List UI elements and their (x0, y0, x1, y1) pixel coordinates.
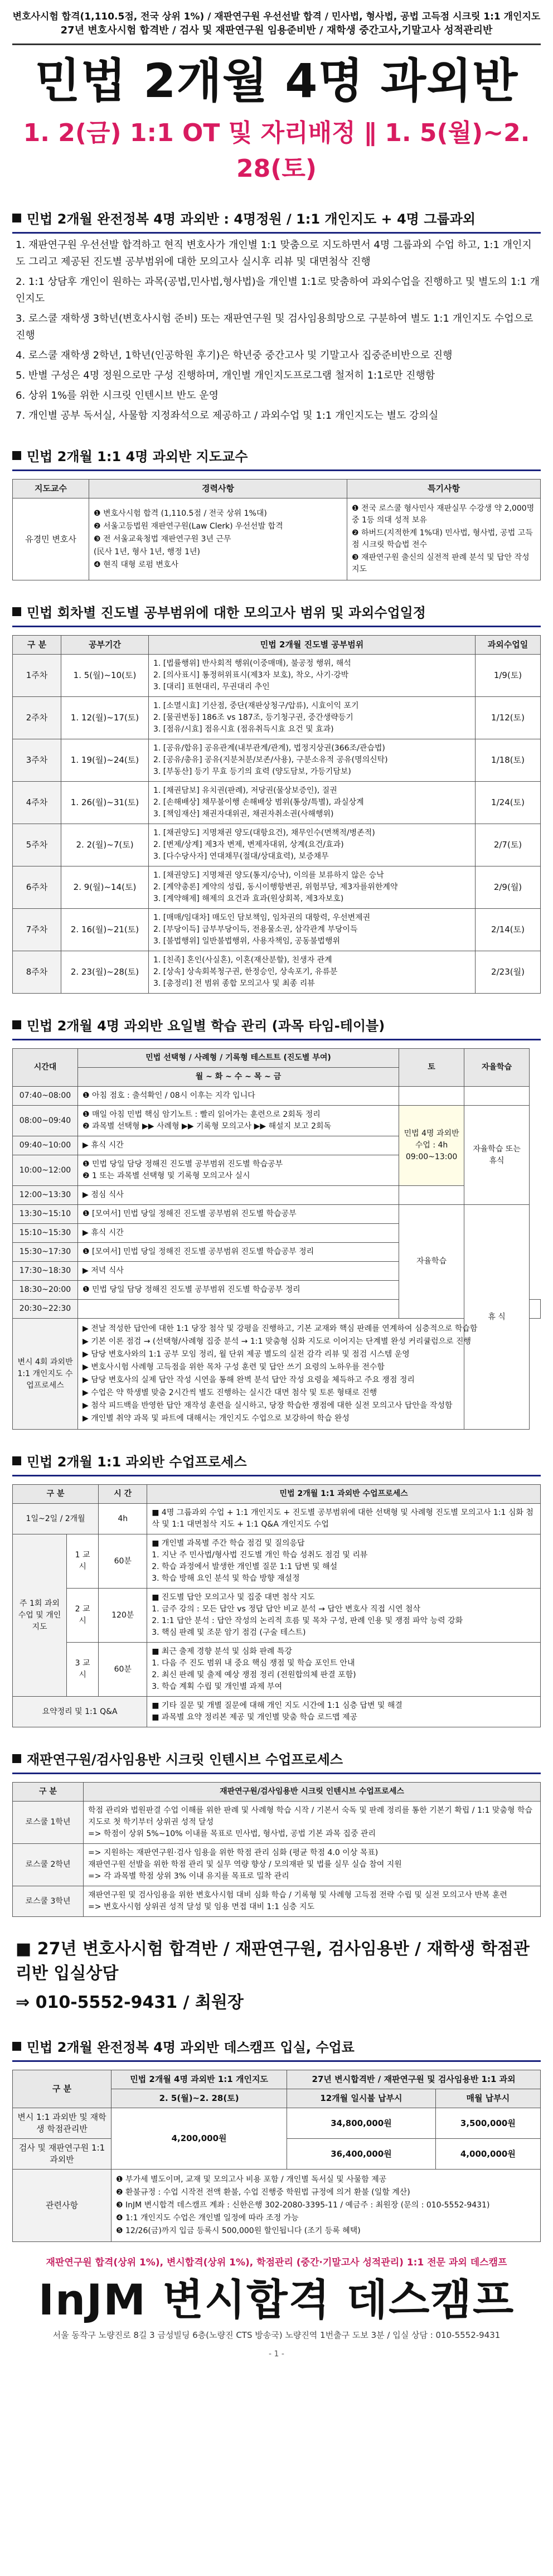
table-row (13, 1504, 541, 1534)
footer-address: 서울 동작구 노량진로 8길 3 금성빌딩 6층(노량진 CTS 방송국) 노량진역 1번출구 도보 3분 / 입실 상담 : 010-5552-9431 (52, 2330, 501, 2340)
special-item: ❸ 재판연구원 출신의 실전적 판례 분석 및 답안 작성 지도 (352, 553, 530, 574)
content-cell: ❶ 매일 아침 민법 핵심 암기노트 : 빨리 읽어가는 훈련으로 2회독 정리 ❷ 과목별 선택형 ▶▶ 사례형 ▶▶ 기록형 모의고사 ▶▶ 해설지 보고 2회독 (78, 1106, 399, 1136)
table-row (13, 1697, 541, 1727)
content-cell: ▶ 저녁 식사 (78, 1262, 399, 1281)
date-cell: 2/7(토) (476, 824, 541, 866)
date-cell: 1/12(토) (476, 697, 541, 739)
square-bullet-icon (12, 607, 21, 616)
time-cell: 07:40~08:00 (13, 1087, 78, 1106)
date-cell: 2/9(월) (476, 866, 541, 909)
content-cell: ■ 개인별 과목별 주간 학습 점검 및 질의응답 1. 지난 주 민사법/형사법 진도별 개인 학습 성취도 점검 및 리뷰 2. 학습 과정에서 발생한 개인별 질문 1:1 답변 및 해설 3. 학습 방해 요인 분석 및 학습 방향 재설정 (147, 1534, 541, 1589)
col-header: 민법 2개월 4명 과외반 1:1 개인지도 (111, 2070, 287, 2089)
round-cell: 7주차 (13, 909, 61, 951)
section5-title: 민법 2개월 1:1 과외반 수업프로세스 (27, 1454, 247, 1470)
header-line2: 27년 변호사시험 합격반 / 검사 및 재판연구원 임용준비반 / 재학생 중간고사,기말고사 성적관리반 (60, 25, 493, 36)
col-header: 토 (399, 1049, 464, 1087)
section4-title: 민법 2개월 4명 과외반 요일별 학습 관리 (과목 타임-테이블) (27, 1018, 385, 1034)
note-item: ❸ InJM 변시합격 데스캠프 계좌 : 신한은행 302-2080-3395-11 / 예금주 : 최원장 (문의 : 010-5552-9431) (116, 2201, 490, 2210)
table-row (13, 1106, 541, 1136)
sub-header: 2. 5(월)~2. 28(토) (111, 2089, 287, 2108)
section7-heading (12, 2032, 541, 2062)
scope-cell: 1. [채권담보] 유치권(판례), 저당권(물상보증인), 질권 2. [손해배상] 채무불이행 손해배상 범위(통상/특별), 과실상계 3. [책임재산] 채권자대위권, 채권자취소권(사해행위) (149, 782, 476, 824)
round-cell: 3주차 (13, 739, 61, 782)
col-header: 시간대 (13, 1049, 78, 1087)
table-row (13, 1319, 541, 1430)
section2-title: 민법 2개월 1:1 4명 과외반 지도교수 (27, 449, 248, 464)
time-cell: 17:30~18:30 (13, 1262, 78, 1281)
process-table (12, 1484, 541, 1727)
col-header: 민법 선택형 / 사례형 / 기록형 테스트트 (진도별 부여) (78, 1049, 399, 1068)
section1-paragraphs (12, 237, 541, 424)
fee-monthly: 4,000,000원 (435, 2139, 540, 2170)
table-row (13, 1802, 541, 1844)
title-band (12, 52, 541, 187)
period-cell: 1. 12(월)~17(토) (61, 697, 149, 739)
fee-row-label: 변시 1:1 과외반 및 재학생 학점관리반 (13, 2108, 111, 2139)
content-cell: 재판연구원 및 검사임용을 위한 변호사시험 대비 심화 학습 / 기록형 및 사례형 고득점 전략 수립 및 실전 모의고사 반복 훈련 => 변호사시험 상위권 성적 달성 및 임용 면접 대비 1:1 심층 지도 (84, 1886, 541, 1917)
sat-cell (399, 1186, 464, 1205)
fee-notes (111, 2170, 541, 2242)
note-item: ❺ 12/26(금)까지 입금 등록시 500,000원 할인됩니다 (조기 등록 혜택) (116, 2226, 361, 2235)
fee-yearly: 36,400,000원 (287, 2139, 436, 2170)
timetable (12, 1048, 541, 1430)
note-item: ❹ 1:1 개인지도 수업은 개인별 일정에 따라 조정 가능 (116, 2214, 299, 2222)
square-bullet-icon (12, 1020, 21, 1029)
table-row (13, 1643, 541, 1697)
process-item: ▶ 변호사시험 사례형 고득점을 위한 목차 구성 훈련 및 답안 쓰기 요령의 노하우를 전수함 (83, 1363, 385, 1372)
col-header: 월 ~ 화 ~ 수 ~ 목 ~ 금 (78, 1068, 399, 1087)
process-label: 변시 4회 과외반 1:1 개인지도 수업프로세스 (13, 1319, 78, 1430)
time-cell: 4h (99, 1504, 147, 1534)
content-cell (78, 1300, 399, 1319)
paragraph: 1. 재판연구원 우선선발 합격하고 현직 변호사가 개인별 1:1 맞춤으로 지도하면서 4명 그룹과외 수업 하고, 1:1 개인지도 그리고 제공된 진도별 공부범위에 대한 모의고사 실시후 리뷰 및 대면첨삭 진행 (16, 239, 532, 268)
scope-cell: 1. [친족] 혼인(사실혼), 이혼(재산분할), 친생자 관계 2. [상속] 상속회복청구권, 한정승인, 상속포기, 유류분 3. [총정리] 전 범위 종합 모의고사 및 최종 리뷰 (149, 951, 476, 994)
time-cell: 12:00~13:30 (13, 1186, 78, 1205)
col-header: 구 분 (13, 2070, 111, 2108)
square-bullet-icon (12, 2042, 21, 2051)
process-item: ▶ 수업은 약 학생별 맞춤 2시간씩 별도 진행하는 실시간 대면 첨삭 및 토론 형태로 진행 (83, 1388, 377, 1397)
section5-heading (12, 1446, 541, 1476)
special-item: ❷ 하버드(지적한계 1%대) 민사법, 형사법, 공법 고득점 시크릿 학습법 전수 (352, 529, 533, 549)
special-list (347, 498, 541, 580)
table-row (13, 1205, 541, 1224)
period-cell: 1. 5(월)~10(토) (61, 655, 149, 697)
date-line: 1. 2(금) 1:1 OT 및 자리배정 ∥ 1. 5(월)~2. 28(토) (23, 119, 530, 183)
round-cell: 4주차 (13, 782, 61, 824)
content-cell: ❶ 민법 당일 담당 정해진 진도별 공부범위 진도별 학습공부 ❷ 1 또는 과목별 선택형 및 기록형 모의고사 실시 (78, 1155, 399, 1186)
section4-heading (12, 1010, 541, 1040)
section2-heading (12, 441, 541, 471)
main-title: 민법 2개월 4명 과외반 (35, 54, 518, 108)
fee-yearly: 34,800,000원 (287, 2108, 436, 2139)
content-cell: => 지원하는 재판연구원·검사 임용을 위한 학점 관리 심화 (평균 학점 4.0 이상 목표) 재판연구원 선발을 위한 학점 관리 및 실무 역량 향상 / 모의재판 및 법률 실무 실습 참여 지원 => 각 과목별 학점 상위 3% 이내 유지를 목표로 밀착 관리 (84, 1844, 541, 1886)
contact-phone[interactable]: ⇒ 010-5552-9431 / 최원장 (16, 1993, 244, 2012)
table-row (13, 1589, 541, 1643)
table-row (13, 1534, 541, 1589)
date-cell: 1/18(토) (476, 739, 541, 782)
square-bullet-icon (12, 214, 21, 222)
content-cell: ▶ 휴식 시간 (78, 1224, 399, 1243)
time-cell: 18:30~20:00 (13, 1281, 78, 1300)
note-item: ❶ 부가세 별도이며, 교재 및 모의고사 비용 포함 / 개인별 독서실 및 사물함 제공 (116, 2175, 387, 2184)
career-item: ❶ 변호사시험 합격 (1,110.5점 / 전국 상위 1%대) (94, 509, 267, 518)
round-cell: 8주차 (13, 951, 61, 994)
table-row (13, 739, 541, 782)
scope-cell: 1. [공유/합유] 공유관계(내부관계/관계), 법정지상권(366조/관습법) 2. [공유/총유] 공유(지분처분/보존/사용), 구분소유적 공유(명의신탁) 3. [부동산] 등기 무효 등기의 효력 (양도담보, 가등기담보) (149, 739, 476, 782)
career-item: ❹ 현직 대형 로펌 변호사 (94, 560, 179, 569)
year-cell: 로스쿨 3학년 (13, 1886, 84, 1917)
paragraph: 6. 상위 1%를 위한 시크릿 인텐시브 반도 운영 (16, 390, 219, 401)
date-cell: 1/24(토) (476, 782, 541, 824)
round-cell: 2주차 (13, 697, 61, 739)
scope-cell: 1. [법률행위] 반사회적 행위(이중매매), 불공정 행위, 해석 2. [의사표시] 통정허위표시(제3자 보호), 착오, 사기·강박 3. [대리] 표현대리, 무권대리 추인 (149, 655, 476, 697)
fee-2month: 4,200,000원 (111, 2108, 287, 2170)
col-header: 경력사항 (89, 480, 347, 498)
table-row (13, 1844, 541, 1886)
col-header: 재판연구원/검사임용반 시크릿 인텐시브 수업프로세스 (84, 1783, 541, 1802)
time-cell: 15:10~15:30 (13, 1224, 78, 1243)
note-item: ❷ 환불규정 : 수업 시작전 전액 환불, 수업 진행중 학원법 규정에 의거 환불 (일할 계산) (116, 2188, 410, 2197)
process-item: ▶ 담당 변호사와의 1:1 공부 모임 정리, 월 단위 제공 별도의 실전 감각 리뷰 및 점검 시스템 운영 (83, 1350, 410, 1359)
year-cell: 로스쿨 1학년 (13, 1802, 84, 1844)
contact-line1: ■ 27년 변호사시험 합격반 / 재판연구원, 검사임용반 / 재학생 학점관리반 입실상담 (16, 1939, 530, 1983)
scope-cell: 1. [채권양도] 지명채권 양도(대항요건), 채무인수(면책적/병존적) 2. [변제/상계] 제3자 변제, 변제자대위, 상계(요건/효과) 3. [다수당사자] 연대채무(절대/상대효력), 보증채무 (149, 824, 476, 866)
process-item: ▶ 첨삭 피드백을 반영한 답안 재작성 훈련을 실시하고, 당장 학습한 쟁점에 대한 실전 모의고사 답안을 작성함 (83, 1401, 453, 1410)
fee-monthly: 3,500,000원 (435, 2108, 540, 2139)
fee-row-label: 검사 및 재판연구원 1:1 과외반 (13, 2139, 111, 2170)
col-header: 27년 변시합격반 / 재판연구원 및 검사임용반 1:1 과외 (287, 2070, 541, 2089)
section7-title: 민법 2개월 완전정복 4명 과외반 데스캠프 입실, 수업료 (27, 2040, 355, 2055)
notes-label: 관련사항 (13, 2170, 111, 2242)
instructor-table (12, 479, 541, 580)
scope-cell: 1. [매매/임대차] 매도인 담보책임, 임차권의 대항력, 우선변제권 2. [부당이득] 급부부당이득, 전용물소권, 삼각관계 부당이득 3. [불법행위] 일반불법행위, 사용자책임, 공동불법행위 (149, 909, 476, 951)
content-cell: ▶ 점심 식사 (78, 1186, 399, 1205)
page-number: - 1 - (269, 2350, 284, 2359)
table-row (13, 909, 541, 951)
sat-self-study: 자율학습 (399, 1205, 464, 1319)
fee-table (12, 2070, 541, 2242)
content-cell: ▶ 휴식 시간 (78, 1136, 399, 1155)
sub-cell: 3 교시 (67, 1643, 99, 1697)
table-row (13, 697, 541, 739)
square-bullet-icon (12, 451, 21, 460)
intensive-table (12, 1782, 541, 1917)
sub-cell: 2 교시 (67, 1589, 99, 1643)
col-header: 민법 2개월 1:1 과외반 수업프로세스 (147, 1485, 541, 1504)
time-cell: 09:40~10:00 (13, 1136, 78, 1155)
sun-cell (464, 1087, 530, 1106)
content-cell: ❶ [모여서] 민법 당일 정해진 진도별 공부범위 진도별 학습공부 정리 (78, 1243, 399, 1262)
round-cell: 6주차 (13, 866, 61, 909)
section1-heading (12, 204, 541, 234)
period-cell: 1. 19(월)~24(토) (61, 739, 149, 782)
group-cell: 요약정리 및 1:1 Q&A (13, 1697, 147, 1727)
table-row (13, 655, 541, 697)
footer-tagline: 재판연구원 합격(상위 1%), 변시합격(상위 1%), 학점관리 (중간·기말고사 성적관리) 1:1 전문 과외 데스캠프 (46, 2257, 507, 2268)
table-row (13, 782, 541, 824)
date-cell: 1/9(토) (476, 655, 541, 697)
header-line1: 변호사시험 합격(1,110.5점, 전국 상위 1%) / 재판연구원 우선선발 합격 / 민사법, 형사법, 공법 고득점 시크릿 1:1 개인지도 (12, 11, 541, 22)
col-header: 구 분 (13, 636, 61, 655)
paragraph: 2. 1:1 상담후 개인이 원하는 과목(공법,민사법,형사법)을 개인별 1:1로 맞춤하여 과외수업을 진행하고 및 별도의 1:1 개인지도 (16, 276, 540, 304)
round-cell: 1주차 (13, 655, 61, 697)
career-item: ❷ 서울고등법원 재판연구원(Law Clerk) 우선선발 합격 (94, 521, 283, 531)
table-row (13, 824, 541, 866)
time-cell: 60분 (99, 1534, 147, 1589)
content-cell: ■ 진도별 답안 모의고사 및 집중 대면 첨삭 지도 1. 금주 강의 : 모든 답안 vs 정답 답안 비교 분석 → 답안 변호사 직접 시연 첨삭 2. 1:1 답안 분석 : 답안 작성의 논리적 흐름 및 목차 구성, 판례 인용 및 쟁점 파악 능력 강화 3. 핵심 판례 및 조문 암기 점검 (구술 테스트) (147, 1589, 541, 1643)
career-item: (民사 1년, 형사 1년, 행정 1년) (94, 547, 200, 556)
time-cell: 13:30~15:10 (13, 1205, 78, 1224)
paragraph: 4. 로스쿨 재학생 2학년, 1학년(인공학원 후기)은 학년중 중간고사 및 기말고사 집중준비반으로 진행 (16, 350, 453, 361)
col-header: 시 간 (99, 1485, 147, 1504)
section6-heading (12, 1744, 541, 1774)
process-list (78, 1319, 530, 1430)
time-cell: 20:30~22:30 (13, 1300, 78, 1319)
square-bullet-icon (12, 1456, 21, 1465)
scope-cell: 1. [채권양도] 지명채권 양도(통지/승낙), 이의를 보류하지 않은 승낙 2. [계약총론] 계약의 성립, 동시이행항변권, 위험부담, 제3자를위한계약 3. [계약해제] 해제의 요건과 효과(원상회복, 제3자보호) (149, 866, 476, 909)
section1-title: 민법 2개월 완전정복 4명 과외반 : 4명정원 / 1:1 개인지도 + 4명 그룹과외 (27, 211, 476, 227)
divider (12, 43, 541, 45)
period-cell: 2. 9(월)~14(토) (61, 866, 149, 909)
career-item: ❸ 전 서울교육청법 재판연구원 3년 근무 (94, 534, 231, 544)
col-header: 민법 2개월 진도별 공부범위 (149, 636, 476, 655)
content-cell: ■ 4명 그룹과외 수업 + 1:1 개인지도 + 진도별 공부범위에 대한 선택형 및 사례형 진도별 모의고사 1:1 심화 첨삭 및 1:1 대면첨삭 지도 + 1:1 Q&A 개인지도 수업 (147, 1504, 541, 1534)
time-cell: 60분 (99, 1643, 147, 1697)
round-cell: 5주차 (13, 824, 61, 866)
section3-heading (12, 597, 541, 627)
col-header: 구 분 (13, 1485, 99, 1504)
period-cell: 2. 23(월)~28(토) (61, 951, 149, 994)
square-bullet-icon (12, 1754, 21, 1763)
time-cell: 10:00~12:00 (13, 1155, 78, 1186)
sat-cell (399, 1087, 464, 1106)
period-cell: 1. 26(월)~31(토) (61, 782, 149, 824)
sat-cell (530, 1300, 541, 1319)
section3-title: 민법 회차별 진도별 공부범위에 대한 모의고사 범위 및 과외수업일정 (27, 605, 426, 621)
career-list (89, 498, 347, 580)
col-header: 특기사항 (347, 480, 541, 498)
content-cell: 학점 관리와 법원판결 수업 이해를 위한 판례 및 사례형 학습 시작 / 기본서 숙독 및 판례 정리를 통한 기본기 확립 / 1:1 맞춤형 학습 지도로 첫 학기부터 상위권 성적 달성 => 학점이 상위 5%~10% 이내를 목표로 민사법, 형사법, 공법 기본 과목 집중 관리 (84, 1802, 541, 1844)
section6-title: 재판연구원/검사임용반 시크릿 인텐시브 수업프로세스 (27, 1752, 343, 1768)
content-cell: ❶ 민법 당일 담당 정해진 진도별 공부범위 진도별 학습공부 정리 (78, 1281, 399, 1300)
table-row (13, 1186, 541, 1205)
process-item: ▶ 전날 적성한 답안에 대한 1:1 당장 첨삭 및 강평을 진행하고, 기본 교재와 핵심 판례를 연계하여 심층적으로 학습함 (83, 1324, 478, 1333)
group-cell: 주 1회 과외수업 및 개인지도 (13, 1534, 67, 1697)
sat-class-block: 민법 4명 과외반 수업 : 4h 09:00~13:00 (399, 1106, 464, 1186)
content-cell: ■ 최근 출제 경향 분석 및 심화 판례 특강 1. 다음 주 진도 범위 내 중요 핵심 쟁점 및 학습 포인트 안내 2. 최신 판례 및 출제 예상 쟁점 정리 (전원합의체 판결 포함) 3. 학습 계획 수립 및 개인별 과제 부여 (147, 1643, 541, 1697)
col-header: 지도교수 (13, 480, 89, 498)
paragraph: 5. 반별 구성은 4명 정원으로만 구성 진행하며, 개인별 개인지도프로그램 철저히 1:1로만 진행함 (16, 370, 435, 381)
year-cell: 로스쿨 2학년 (13, 1844, 84, 1886)
table-row (13, 1886, 541, 1917)
time-cell: 15:30~17:30 (13, 1243, 78, 1262)
time-cell: 08:00~09:40 (13, 1106, 78, 1136)
content-cell: ■ 기타 질문 및 개별 질문에 대해 개인 지도 시간에 1:1 심층 답변 및 해결 ■ 과목별 요약 정리본 제공 및 개인별 맞춤 학습 로드맵 제공 (147, 1697, 541, 1727)
sub-cell: 1 교시 (67, 1534, 99, 1589)
content-cell: ❶ 아침 점호 : 출석확인 / 08시 이후는 지각 입니다 (78, 1087, 399, 1106)
process-item: ▶ 담당 변호사의 실제 답안 작성 시연을 통해 완벽 분석 답안 작성 요령을 체득하고 주요 쟁점 정리 (83, 1376, 415, 1384)
scope-cell: 1. [소멸시효] 기산점, 중단(재판상청구/압류), 시효이익 포기 2. [물권변동] 186조 vs 187조, 등기청구권, 중간생략등기 3. [점유/시효] 점유시효 (점유취득시효 요건 및 효과) (149, 697, 476, 739)
self-study-cell: 자율학습 또는 휴식 (464, 1106, 530, 1205)
brand-logo: InJM 변시합격 데스캠프 (38, 2275, 515, 2325)
table-row (13, 951, 541, 994)
rest-cell: 휴 식 (464, 1205, 530, 1430)
period-cell: 2. 16(월)~21(토) (61, 909, 149, 951)
paragraph: 3. 로스쿨 재학생 3학년(변호사시험 준비) 또는 재판연구원 및 검사임용희망으로 구분하여 별도 1:1 개인지도 수업으로 진행 (16, 313, 533, 341)
content-cell: ❶ [모여서] 민법 당일 정해진 진도별 공부범위 진도별 학습공부 (78, 1205, 399, 1224)
group-cell: 1일~2일 / 2개월 (13, 1504, 99, 1534)
time-cell: 120분 (99, 1589, 147, 1643)
sub-header: 매월 납부시 (435, 2089, 540, 2108)
period-cell: 2. 2(월)~7(토) (61, 824, 149, 866)
process-item: ▶ 개인별 취약 과목 및 파트에 대해서는 개인지도 수업으로 보강하여 학습 완성 (83, 1414, 350, 1423)
table-row (13, 866, 541, 909)
date-cell: 2/14(토) (476, 909, 541, 951)
col-header: 자율학습 (464, 1049, 530, 1087)
header (12, 0, 541, 38)
col-header: 구 분 (13, 1783, 84, 1802)
col-header: 과외수업일 (476, 636, 541, 655)
instructor-name: 유경민 변호사 (13, 498, 89, 580)
date-cell: 2/23(월) (476, 951, 541, 994)
col-header: 공부기간 (61, 636, 149, 655)
sub-header: 12개월 일시불 납부시 (287, 2089, 436, 2108)
special-item: ❶ 전국 로스쿨 형사민사 재판실무 수강생 약 2,000명중 1등 의대 성적 보유 (352, 504, 535, 525)
schedule-table (12, 635, 541, 994)
paragraph: 7. 개인별 공부 독서실, 사물함 지정좌석으로 제공하고 / 과외수업 및 1:1 개인지도는 별도 강의실 (16, 410, 439, 422)
table-row (13, 1087, 541, 1106)
process-item: ▶ 기본 이론 점검 → (선택형/사례형 집중 분석 → 1:1 맞춤형 심화 지도로 이어지는 단계별 완성 커리큘럼으로 진행 (83, 1337, 472, 1346)
